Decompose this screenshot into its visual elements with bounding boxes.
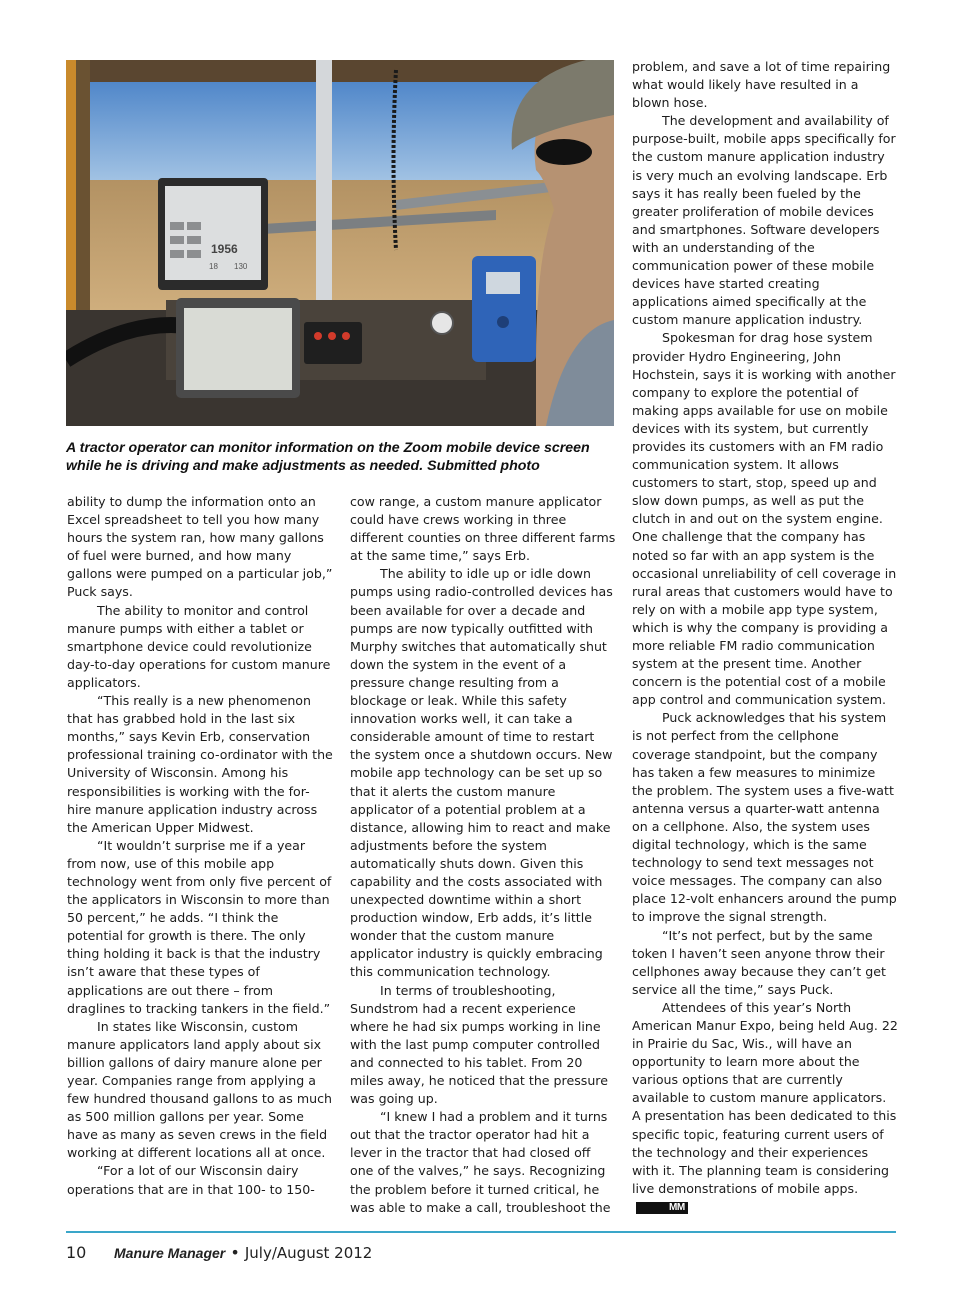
article-column-2 bbox=[350, 493, 616, 1217]
screen-value-a: 18 bbox=[209, 262, 218, 271]
screen-value-main: 1956 bbox=[211, 242, 238, 256]
paragraph: The ability to idle up or idle down pumps using radio-controlled devices has been available for over a decade and pumps are now typically outfitted with Murphy switches that automatically shut down the system in the event of a pressure change resulting from a blockage or leak. While this safety innovation works well, it can take a considerable amount of time to restart the system once a shutdown occurs. New mobile app technology can be set up so that it alerts the custom manure applicator of a potential problem at a distance, allowing him to react and make adjustments before the system automatically shuts down. Given this capability and the costs associated with unexpected downtime within a short production window, Erb adds, it’s little wonder that the custom manure applicator industry is quickly embracing this communication technology. bbox=[350, 566, 613, 980]
article-column-3 bbox=[632, 58, 898, 1216]
issue-date: July/August 2012 bbox=[244, 1244, 373, 1262]
paragraph: “This really is a new phenomenon that has grabbed hold in the last six months,” says Kevin Erb, conservation professional training co-ordinator with the University of Wisconsin. Among his responsibilities is working with the for-hire manure application industry across the American Upper Midwest. bbox=[67, 693, 333, 835]
paragraph: Puck acknowledges that his system is not perfect from the cellphone coverage standpoint, but the company has taken a few measures to minimize the problem. The system uses a five-watt antenna versus a quarter-watt antenna on a cellphone. Also, the system uses digital technology, which is the same technology to send text messages not voice messages. The company can also place 12-volt enhancers around the pump to improve the signal strength. bbox=[632, 710, 897, 925]
paragraph: problem, and save a lot of time repairing what would likely have resulted in a blown hose. bbox=[632, 59, 891, 111]
paragraph: “It’s not perfect, but by the same token I haven’t seen anyone throw their cellphones away because they can’t get service all the time,” says Puck. bbox=[632, 927, 886, 997]
paragraph-text: Attendees of this year’s North American Manur Expo, being held Aug. 22 in Prairie du Sac, Wis., will have an opportunity to learn more about the various options that are currently available to custom manure applicators. A presentation has been dedicated to this specific topic, featuring current users of the technology and their experiences with it. The planning team is considering live demonstrations of mobile apps. bbox=[632, 999, 898, 1196]
paragraph: ability to dump the information onto an Excel spreadsheet to tell you how many hours the system ran, how many gallons of fuel were burned, and how many gallons were pumped on a particular job,” Puck says. bbox=[67, 494, 333, 600]
paragraph: “It wouldn’t surprise me if a year from now, use of this mobile app technology went from only five percent of the applicators in Wisconsin to more than 50 percent,” he adds. “I think the potential for growth is there. The only thing holding it back is that the industry isn’t aware that these types of applications are out there – from draglines to tracking tankers in the field.” bbox=[67, 837, 332, 1016]
magazine-name: Manure Manager bbox=[114, 1245, 226, 1261]
tractor-cab-photo bbox=[66, 60, 614, 426]
page-number: 10 bbox=[66, 1243, 87, 1262]
paragraph: The ability to monitor and control manure pumps with either a tablet or smartphone device could revolutionize day-to-day operations for custom manure applicators. bbox=[67, 602, 331, 690]
paragraph: In terms of troubleshooting, Sundstrom had a recent experience where he had six pumps working in line with the last pump computer controlled and connected to his tablet. From 20 miles away, he noticed that the pressure was going up. bbox=[350, 982, 608, 1107]
paragraph: “I knew I had a problem and it turns out that the tractor operator had hit a lever in the tractor that had closed off one of the valves,” he says. Recognizing the problem before it turned critical, he was able to make a call, troubleshoot the bbox=[350, 1109, 611, 1215]
page-footer bbox=[66, 1243, 372, 1262]
footer-separator: • bbox=[230, 1243, 240, 1262]
paragraph: “For a lot of our Wisconsin dairy operations that are in that 100- to 150- bbox=[67, 1163, 315, 1197]
paragraph: The development and availability of purpose-built, mobile apps specifically for the custom manure application industry is very much an evolving landscape. Erb says it has really been fueled by the greater proliferation of mobile devices and smartphones. Software developers with an understanding of the communication power of these mobile devices have started creating applications aimed specifically at the custom manure application industry. bbox=[632, 113, 896, 328]
paragraph: Spokesman for drag hose system provider Hydro Engineering, John Hochstein, says it is working with another company to explore the potential of making apps available for use on mobile devices with its system, but currently provides its customers with an FM radio communication system. It allows customers to start, stop, speed up and slow down pumps, as well as put the clutch in and out on the system engine. One challenge that the company has noted so far with an app system is the occasional unreliability of cell coverage in rural areas that customers would have to rely on with a mobile app type system, which is why the company is providing a more reliable FM radio communication system at the present time. Another concern is the potential cost of a mobile app control and communication system. bbox=[632, 330, 897, 708]
footer-rule bbox=[66, 1231, 896, 1233]
last-paragraph bbox=[632, 999, 898, 1216]
paragraph: In states like Wisconsin, custom manure applicators land apply about six billion gallons of dairy manure alone per year. Companies range from applying a few hundred thousand gallons to as much as 500 million gallons per year. Some have as many as seven crews in the field working at different locations all at once. bbox=[67, 1018, 332, 1161]
screen-value-b: 130 bbox=[234, 262, 248, 271]
article-column-1 bbox=[67, 493, 333, 1199]
photo-caption: A tractor operator can monitor information on the Zoom mobile device screen while he is driving and make adjustments as needed. Submitted photo bbox=[66, 440, 590, 474]
end-mark-logo: MM bbox=[636, 1202, 688, 1214]
tractor-cab-illustration bbox=[66, 60, 614, 426]
paragraph: cow range, a custom manure applicator could have crews working in three different counties on three different farms at the same time,” says Erb. bbox=[350, 494, 616, 564]
